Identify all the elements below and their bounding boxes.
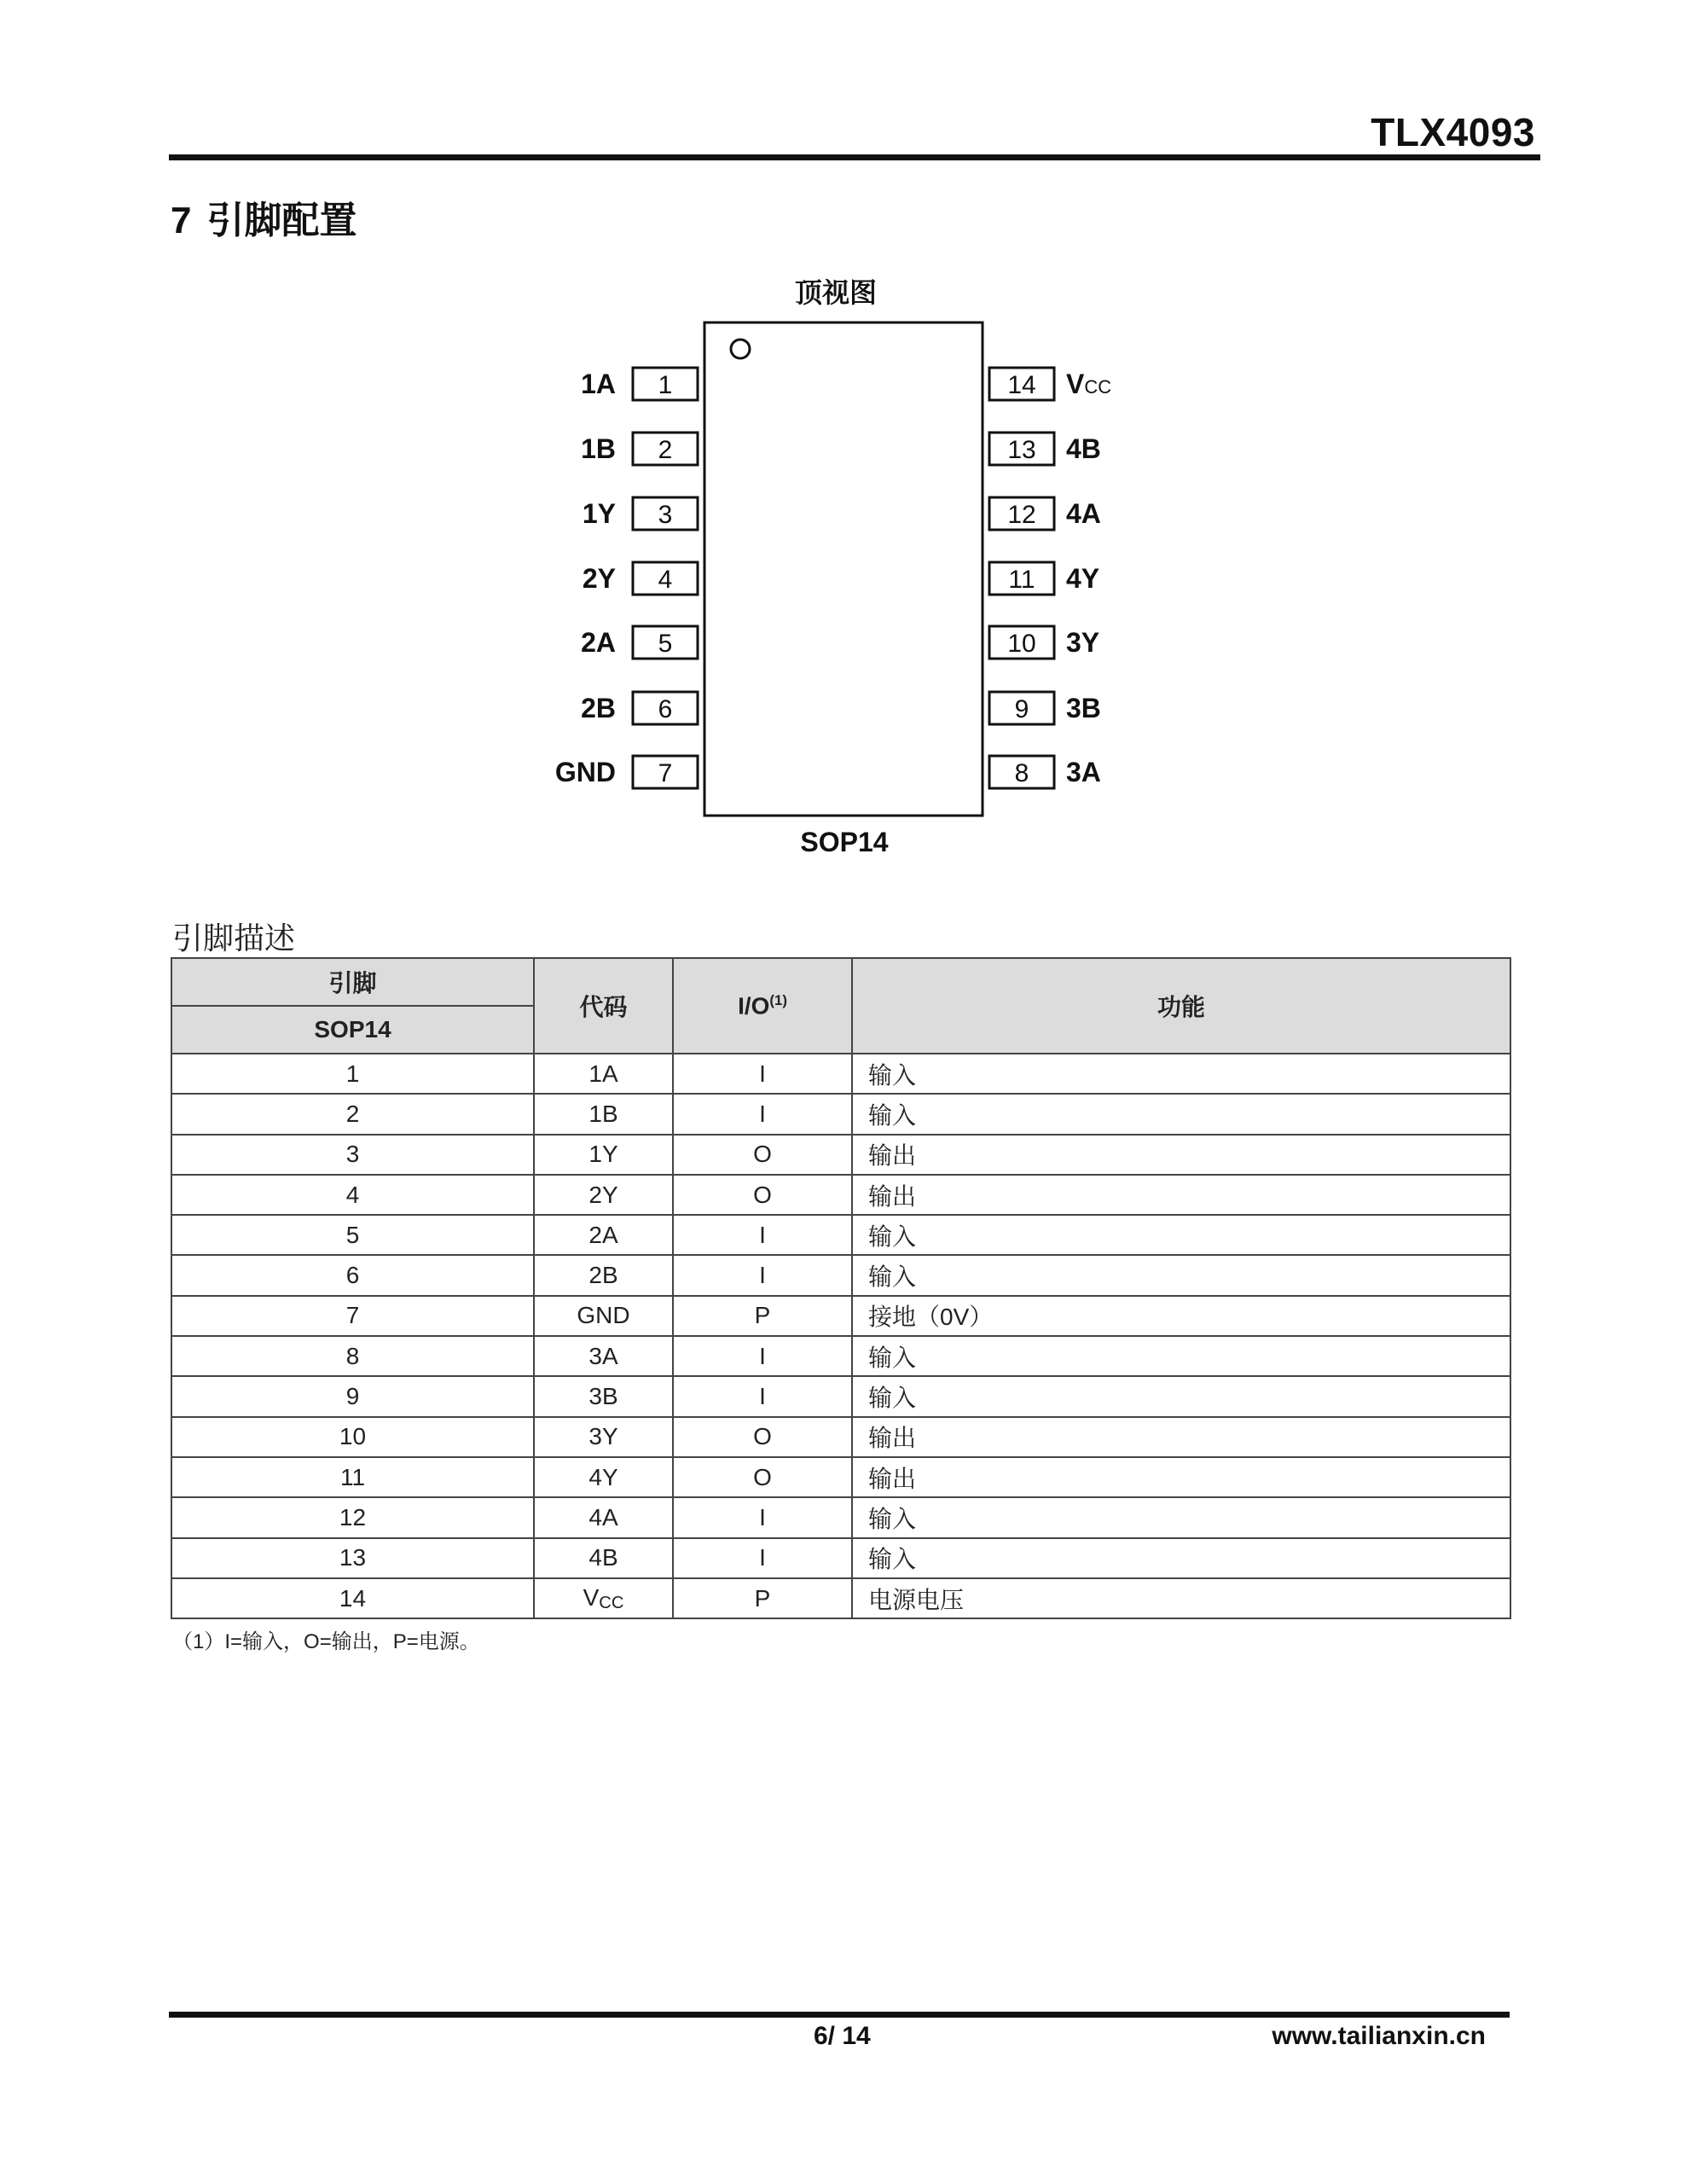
table-body (171, 1054, 1510, 1618)
pin-name-main: 4B (1066, 433, 1101, 464)
cell-io: O (673, 1457, 852, 1497)
right-pin (989, 756, 1101, 788)
document-title: TLX4093 (1371, 110, 1535, 154)
header-io-note: (1) (769, 991, 787, 1008)
table-row (171, 1497, 1510, 1537)
cell-function: 输出 (852, 1457, 1510, 1497)
header-divider (169, 154, 1540, 160)
package-label: SOP14 (800, 827, 889, 857)
pin-description-table (171, 957, 1511, 1619)
table-row (171, 1336, 1510, 1376)
cell-code: 1Y (534, 1135, 673, 1175)
pin-name: GND (554, 757, 616, 787)
pin-name (1066, 757, 1101, 787)
page-number: 6/ 14 (814, 2022, 871, 2050)
pin-number: 12 (1007, 501, 1036, 529)
left-pin (583, 497, 698, 530)
header-io (673, 958, 852, 1054)
section-number: 7 (171, 200, 192, 241)
pin-name-main: 4Y (1066, 563, 1100, 594)
left-pin (555, 756, 698, 788)
cell-pin: 8 (171, 1336, 534, 1376)
cell-io: P (673, 1578, 852, 1618)
pin-number: 1 (658, 371, 673, 399)
table-row (171, 1376, 1510, 1416)
cell-pin: 11 (171, 1457, 534, 1497)
cell-io: I (673, 1336, 852, 1376)
left-pin (581, 433, 698, 465)
cell-code: 4A (534, 1497, 673, 1537)
table-footnote: （1）I=输入，O=输出，P=电源。 (172, 1630, 480, 1653)
cell-io: O (673, 1417, 852, 1457)
chip-body (704, 322, 983, 816)
cell-io: O (673, 1175, 852, 1215)
header-package: SOP14 (171, 1006, 534, 1054)
cell-io: P (673, 1296, 852, 1336)
cell-function: 输入 (852, 1336, 1510, 1376)
cell-function: 输出 (852, 1417, 1510, 1457)
cell-io: I (673, 1255, 852, 1295)
cell-code: GND (534, 1296, 673, 1336)
table-row (171, 1457, 1510, 1497)
pin-number: 8 (1014, 759, 1029, 787)
cell-pin: 13 (171, 1538, 534, 1578)
cell-io: I (673, 1094, 852, 1134)
cell-io: I (673, 1376, 852, 1416)
table-row (171, 1054, 1510, 1094)
cell-pin: 3 (171, 1135, 534, 1175)
table-row (171, 1255, 1510, 1295)
cell-pin: 5 (171, 1215, 534, 1255)
header-pin: 引脚 (171, 958, 534, 1006)
cell-code: 3Y (534, 1417, 673, 1457)
pin-number: 2 (658, 436, 673, 464)
pin-number: 4 (658, 566, 673, 594)
table-row (171, 1135, 1510, 1175)
pin-name: 2A (581, 627, 616, 658)
cell-function: 输入 (852, 1255, 1510, 1295)
cell-function: 电源电压 (852, 1578, 1510, 1618)
cell-function: 接地（0V） (852, 1296, 1510, 1336)
cell-code: 4Y (534, 1457, 673, 1497)
pin-number: 9 (1014, 695, 1029, 723)
cell-io: I (673, 1497, 852, 1537)
right-pin (989, 692, 1101, 724)
header-io-label: I/O (738, 992, 770, 1019)
pin-name (1066, 693, 1101, 723)
pin-number: 3 (658, 501, 673, 529)
cell-function: 输入 (852, 1094, 1510, 1134)
cell-function: 输出 (852, 1175, 1510, 1215)
cell-function: 输入 (852, 1215, 1510, 1255)
cell-function: 输出 (852, 1135, 1510, 1175)
cell-code: 3B (534, 1376, 673, 1416)
left-pin-group (555, 368, 698, 788)
section-heading (171, 189, 357, 244)
right-pin (989, 497, 1101, 530)
cell-function: 输入 (852, 1054, 1510, 1094)
cell-pin: 10 (171, 1417, 534, 1457)
cell-code: 2A (534, 1215, 673, 1255)
pin-name-main: 3Y (1066, 627, 1100, 658)
left-pin (583, 562, 698, 595)
pinout-svg (512, 264, 1160, 870)
table-row (171, 1175, 1510, 1215)
cell-code: 2B (534, 1255, 673, 1295)
cell-io: I (673, 1054, 852, 1094)
pin-number: 11 (1008, 566, 1035, 594)
top-view-label: 顶视图 (794, 277, 878, 308)
pin-name (1066, 433, 1101, 464)
cell-function: 输入 (852, 1497, 1510, 1537)
cell-io: O (673, 1135, 852, 1175)
cell-pin: 2 (171, 1094, 534, 1134)
pin-number: 7 (658, 759, 673, 787)
code-main: V (583, 1583, 600, 1611)
table-row (171, 1215, 1510, 1255)
cell-pin: 4 (171, 1175, 534, 1215)
pin-name: 1A (581, 369, 616, 399)
pin-name-subscript: CC (1084, 376, 1112, 398)
pin-name-main: V (1066, 369, 1085, 399)
cell-code (534, 1578, 673, 1618)
right-pin-group (989, 368, 1111, 788)
pin-name (1066, 627, 1099, 658)
right-pin (989, 626, 1099, 659)
pin-number: 5 (658, 630, 673, 658)
table-row (171, 1094, 1510, 1134)
pin-number: 14 (1007, 371, 1036, 399)
right-pin (989, 562, 1099, 595)
pin-name (1066, 563, 1099, 594)
pin-name-main: 3A (1066, 757, 1101, 787)
pin-number: 6 (658, 695, 673, 723)
cell-code: 2Y (534, 1175, 673, 1215)
cell-pin: 6 (171, 1255, 534, 1295)
pin-name (1066, 498, 1101, 529)
cell-pin: 14 (171, 1578, 534, 1618)
pin-number: 10 (1007, 630, 1036, 658)
table-row (171, 1296, 1510, 1336)
section-title: 引脚配置 (206, 200, 357, 241)
header-function: 功能 (852, 958, 1510, 1054)
cell-function: 输入 (852, 1376, 1510, 1416)
pin-name-main: 4A (1066, 498, 1101, 529)
cell-code: 1B (534, 1094, 673, 1134)
footer-divider (169, 2012, 1510, 2018)
left-pin (581, 692, 698, 724)
code-subscript: CC (599, 1593, 624, 1612)
pin-name: 1B (581, 433, 616, 464)
pin-name-main: 3B (1066, 693, 1101, 723)
table-row (171, 1578, 1510, 1618)
table-row (171, 1417, 1510, 1457)
right-pin (989, 368, 1111, 400)
cell-function: 输入 (852, 1538, 1510, 1578)
cell-code: 3A (534, 1336, 673, 1376)
pin-name (1066, 369, 1111, 399)
pin-name: 2Y (582, 563, 616, 594)
header-code: 代码 (534, 958, 673, 1054)
cell-pin: 9 (171, 1376, 534, 1416)
pin-name: 2B (581, 693, 616, 723)
cell-code: 1A (534, 1054, 673, 1094)
cell-io: I (673, 1215, 852, 1255)
left-pin (581, 368, 698, 400)
pinout-diagram (512, 264, 1160, 870)
table-caption: 引脚描述 (172, 921, 296, 956)
left-pin (581, 626, 698, 659)
right-pin (989, 433, 1101, 465)
cell-pin: 7 (171, 1296, 534, 1336)
pin-name: 1Y (582, 498, 616, 529)
table-row (171, 1538, 1510, 1578)
cell-code: 4B (534, 1538, 673, 1578)
cell-pin: 1 (171, 1054, 534, 1094)
cell-io: I (673, 1538, 852, 1578)
cell-pin: 12 (171, 1497, 534, 1537)
pin-number: 13 (1007, 436, 1036, 464)
website-url: www.tailianxin.cn (1272, 2022, 1486, 2050)
